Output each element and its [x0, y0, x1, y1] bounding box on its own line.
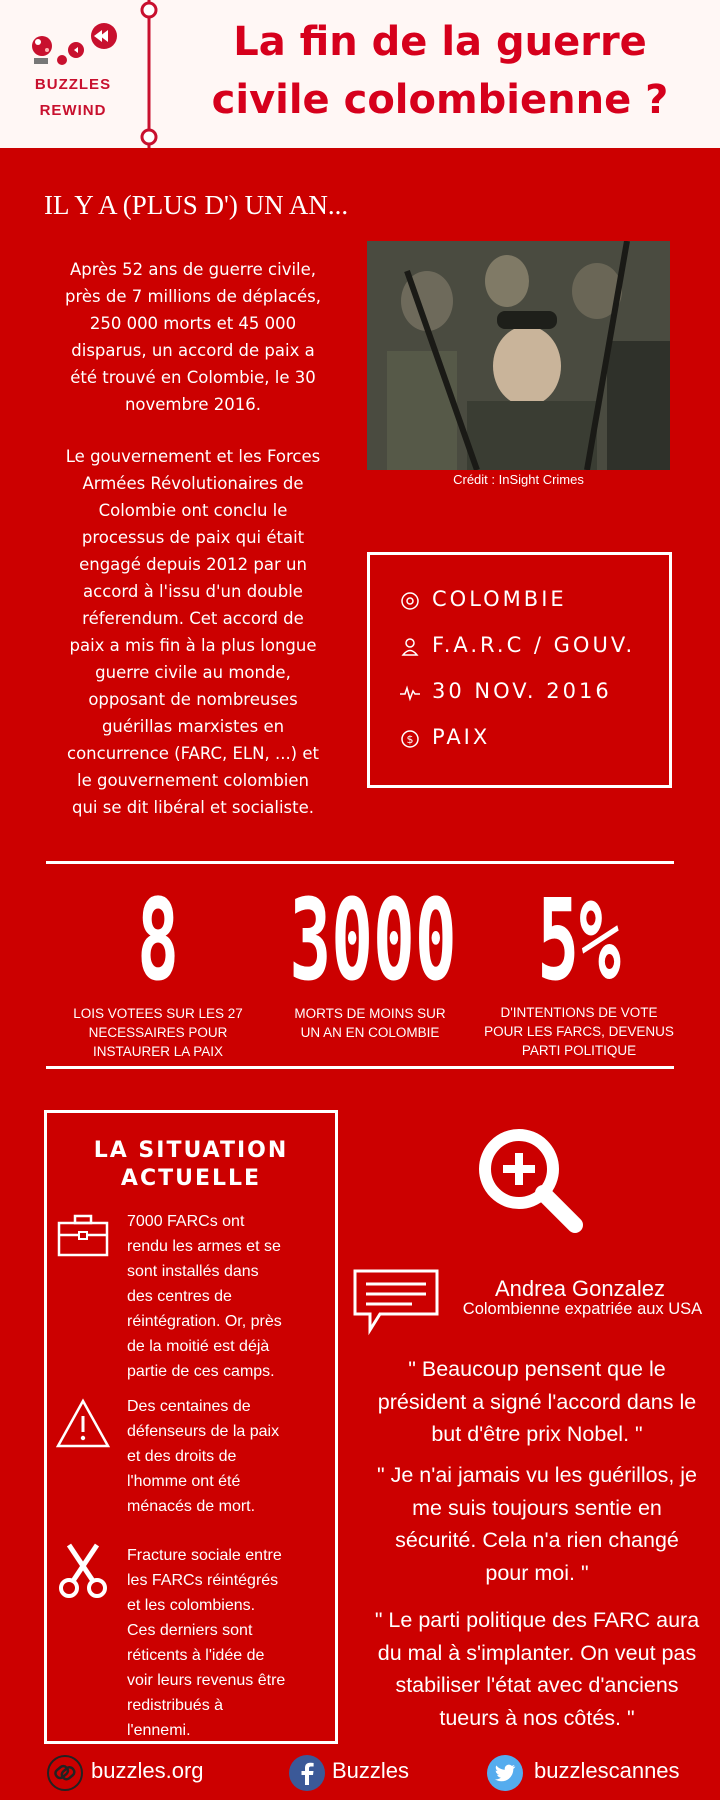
situation-line: Ces derniers sont [127, 1622, 253, 1639]
situation-line: les FARCs réintégrés [127, 1572, 279, 1589]
paragraph-line: accord à l'issu d'un double [83, 582, 303, 601]
location-icon [400, 591, 420, 611]
situation-title: LA SITUATION ACTUELLE [93, 1138, 289, 1191]
stat-deaths [260, 875, 480, 1065]
paragraph-line: Colombie ont conclu le [98, 501, 288, 520]
link-icon [46, 1754, 84, 1792]
page-title-line2: civile colombienne ? [211, 77, 669, 123]
quote-political-party [352, 1604, 720, 1734]
paragraph-line: Armées Révolutionaires de [82, 474, 304, 493]
footer-twitter-link[interactable] [486, 1752, 716, 1792]
footer-website-link[interactable] [46, 1752, 246, 1792]
stat-number: 8 [137, 876, 179, 1006]
speech-bubble-icon [352, 1268, 440, 1336]
intro-paragraph-1 [48, 256, 338, 418]
situation-item-social-fracture [127, 1543, 327, 1743]
situation-line: et des droits de [127, 1448, 237, 1465]
person-icon [400, 637, 420, 657]
paragraph-line: paix a mis fin à la plus longue [69, 636, 317, 655]
paragraph-line: été trouvé en Colombie, le 30 [70, 368, 316, 387]
situation-line: voir leurs revenus être [127, 1672, 286, 1689]
quote-line: tueurs à nos côtés. " [439, 1705, 635, 1730]
svg-text:$: $ [406, 733, 414, 746]
situation-line: partie de ces camps. [127, 1363, 275, 1380]
paragraph-line: qui se dit libéral et socialiste. [72, 798, 314, 817]
situation-item-disarmament [127, 1209, 327, 1384]
fact-text: COLOMBIE [432, 587, 567, 611]
scissors-icon [57, 1543, 109, 1599]
fact-text: 30 NOV. 2016 [432, 679, 612, 703]
current-situation-box [44, 1110, 338, 1744]
quote-line: pour moi. " [485, 1560, 589, 1585]
witness-role: Colombienne expatriée aux USA [462, 1300, 703, 1318]
fact-paix [400, 725, 660, 755]
quote-line: " Beaucoup pensent que le [408, 1357, 666, 1381]
situation-line: réticents à l'idée de [127, 1647, 265, 1664]
paragraph-line: réferendum. Cet accord de [82, 609, 304, 628]
situation-line: des centres de [127, 1288, 232, 1305]
stat-number: 3000 [289, 876, 457, 1006]
situation-line: sont installés dans [127, 1263, 259, 1280]
timeline-divider [139, 0, 159, 148]
briefcase-icon [57, 1213, 109, 1259]
quote-line: stabiliser l'état avec d'anciens [395, 1673, 679, 1697]
fact-text: PAIX [432, 725, 491, 749]
situation-line: l'homme ont été [127, 1473, 241, 1490]
stat-label: MORTS DE MOINS SUR UN AN EN COLOMBIE [294, 1006, 446, 1040]
fact-parties [400, 633, 670, 663]
paragraph-line: Le gouvernement et les Forces [65, 447, 321, 466]
paragraph-line: 250 000 morts et 45 000 [89, 314, 297, 333]
twitter-text: buzzlescannes [534, 1758, 680, 1783]
paragraph-line: novembre 2016. [124, 395, 262, 414]
logo-text-buzzles: BUZZLES [34, 76, 112, 93]
stat-label: LOIS VOTEES SUR LES 27 NECESSAIRES POUR INSTAURER LA PAIX [73, 1006, 243, 1059]
situation-line: redistribués à [127, 1697, 224, 1714]
stat-number: 5% [537, 876, 621, 1006]
quote-line: " Je n'ai jamais vu les guérillos, je [376, 1463, 698, 1487]
situation-line: de la moitié est déjà [127, 1338, 270, 1355]
paragraph-line: guerre civile au monde, [95, 663, 291, 682]
stat-label: D'INTENTIONS DE VOTE POUR LES FARCS, DEVENUS PARTI POLITIQUE [484, 1005, 674, 1058]
situation-line: ménacés de mort. [127, 1498, 256, 1515]
quote-security [352, 1459, 720, 1589]
paragraph-line: engagé depuis 2012 par un [79, 555, 307, 574]
situation-line: 7000 FARCs ont [127, 1213, 245, 1230]
divider-bottom [46, 1066, 674, 1069]
logo-text-rewind: REWIND [39, 102, 107, 119]
witness-name: Andrea Gonzalez [495, 1276, 665, 1301]
quote-nobel [352, 1353, 720, 1451]
photo-caption: Crédit : InSight Crimes [453, 472, 584, 487]
intro-heading: IL Y A (PLUS D') UN AN... [44, 190, 349, 220]
stat-laws [58, 875, 258, 1065]
situation-item-threats [127, 1394, 327, 1519]
fact-text: F.A.R.C / GOUV. [432, 633, 636, 657]
quote-line: président a signé l'accord dans le [377, 1389, 697, 1414]
intro-paragraph-2 [48, 443, 338, 821]
paragraph-line: près de 7 millions de déplacés, [64, 287, 322, 306]
paragraph-line: concurrence (FARC, ELN, ...) et [67, 744, 319, 763]
fact-date [400, 679, 660, 709]
twitter-icon [486, 1754, 524, 1792]
header [0, 0, 720, 148]
quote-line: du mal à s'implanter. On veut pas [377, 1640, 697, 1665]
stat-vote-intentions [474, 875, 684, 1065]
quote-line: sécurité. Cela n'a rien changé [395, 1528, 679, 1552]
warning-icon [55, 1398, 111, 1450]
quote-line: but d'être prix Nobel. " [431, 1422, 643, 1446]
situation-line: Des centaines de [127, 1398, 251, 1415]
situation-line: réintégration. Or, près [127, 1313, 282, 1330]
website-text: buzzles.org [91, 1758, 204, 1783]
paragraph-line: opposant de nombreuses [88, 690, 298, 709]
page-title-line1: La fin de la guerre [233, 19, 647, 65]
situation-line: et les colombiens. [127, 1597, 256, 1614]
buzzles-logo-icon [28, 20, 120, 72]
quote-line: " Le parti politique des FARC aura [374, 1608, 700, 1632]
situation-line: rendu les armes et se [127, 1238, 281, 1255]
paragraph-line: le gouvernement colombien [76, 771, 309, 790]
pulse-icon [400, 683, 420, 703]
facebook-icon [288, 1754, 326, 1792]
situation-line: Fracture sociale entre [127, 1547, 282, 1564]
paragraph-line: Après 52 ans de guerre civile, [69, 260, 317, 279]
paragraph-line: disparus, un accord de paix a [71, 341, 315, 360]
paragraph-line: processus de paix qui était [81, 528, 305, 547]
quote-line: me suis toujours sentie en [412, 1495, 662, 1520]
paragraph-line: guérillas marxistes en [101, 717, 285, 736]
key-facts-box [367, 552, 672, 788]
footer-facebook-link[interactable] [288, 1752, 448, 1792]
situation-line: l'ennemi. [127, 1722, 191, 1739]
farc-fighters-photo [367, 241, 670, 470]
dollar-icon [400, 729, 420, 749]
facebook-text: Buzzles [332, 1758, 410, 1783]
situation-line: défenseurs de la paix [127, 1423, 280, 1440]
divider-top [46, 861, 674, 864]
fact-colombie [400, 587, 660, 617]
magnifier-plus-icon [475, 1125, 585, 1235]
